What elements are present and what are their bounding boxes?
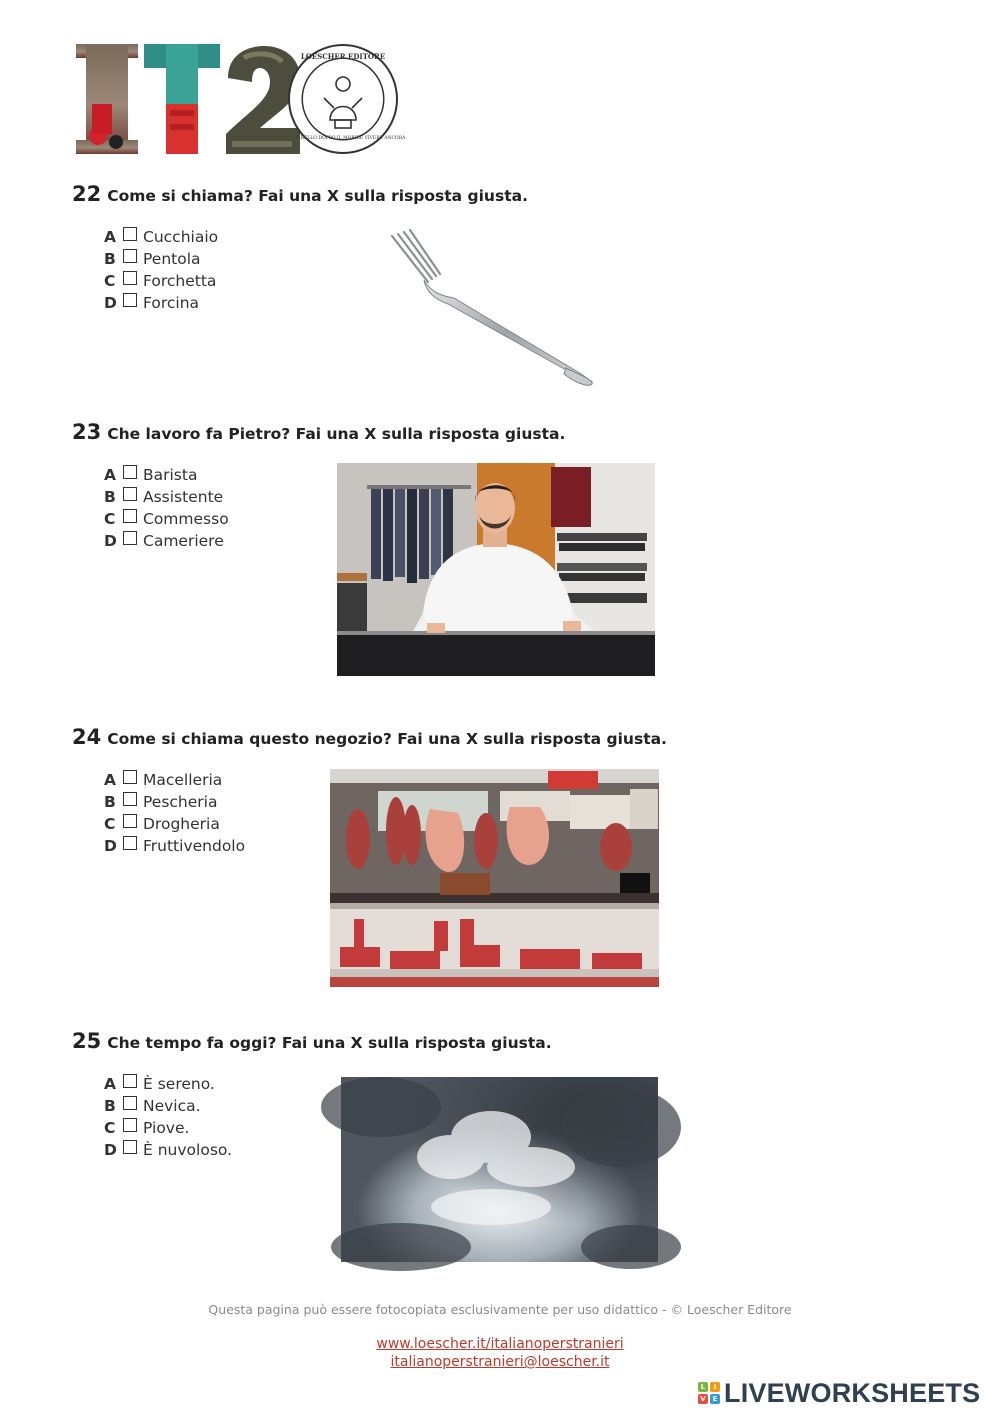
answer-option-b[interactable] (104, 486, 229, 508)
answer-checkbox[interactable] (123, 249, 137, 263)
question-prompt: Come si chiama? Fai una X sulla risposta giusta. (107, 187, 528, 205)
badge-letter: E (710, 1394, 720, 1404)
answer-option-b[interactable] (104, 791, 245, 813)
option-letter: C (104, 272, 116, 290)
answer-checkbox[interactable] (123, 770, 137, 784)
option-label: È nuvoloso. (143, 1141, 233, 1159)
option-letter: C (104, 510, 116, 528)
option-letter: A (104, 1075, 116, 1093)
answer-checkbox[interactable] (123, 1096, 137, 1110)
email-link[interactable]: italianoperstranieri@loescher.it (390, 1354, 610, 1370)
answer-checkbox[interactable] (123, 836, 137, 850)
option-letter: D (104, 532, 117, 550)
answer-option-b[interactable] (104, 248, 218, 270)
option-label: Commesso (143, 510, 229, 528)
seal-ring (302, 58, 384, 140)
answer-checkbox[interactable] (123, 814, 137, 828)
answer-option-d[interactable] (104, 530, 229, 552)
question-number: 22 (72, 182, 102, 206)
option-label: Pentola (143, 250, 201, 268)
seal-text-bottom: E BELLO DOPPO IL MORIRE VIVERE ANCORA (296, 136, 406, 141)
loescher-seal (288, 44, 406, 154)
answer-checkbox[interactable] (123, 487, 137, 501)
option-label: Forcina (143, 294, 200, 312)
option-label: Piove. (143, 1119, 190, 1137)
logo-letter-t (144, 44, 220, 154)
option-label: Cameriere (143, 532, 224, 550)
option-letter: D (104, 294, 117, 312)
question-22 (72, 182, 528, 312)
question-prompt: Che lavoro fa Pietro? Fai una X sulla risposta giusta. (107, 425, 566, 443)
badge-letter: V (698, 1394, 708, 1404)
answer-option-c[interactable] (104, 1117, 232, 1139)
question-title (72, 420, 565, 444)
liveworksheets-wordmark: LIVEWORKSHEETS (724, 1377, 981, 1408)
option-label: Cucchiaio (143, 228, 219, 246)
it2-logo (76, 40, 406, 160)
answer-checkbox[interactable] (123, 792, 137, 806)
question-25 (72, 1029, 552, 1159)
answer-option-c[interactable] (104, 270, 218, 292)
question-number: 25 (72, 1029, 102, 1053)
answer-option-c[interactable] (104, 813, 245, 835)
option-label: È sereno. (143, 1075, 215, 1093)
answer-checkbox[interactable] (123, 293, 137, 307)
badge-letter: I (710, 1382, 720, 1392)
seal-text-top: LOESCHER EDITORE (300, 52, 386, 61)
badge-letter: L (698, 1382, 708, 1392)
website-link[interactable]: www.loescher.it/italianoperstranieri (376, 1336, 624, 1352)
option-label: Drogheria (143, 815, 220, 833)
copyright-note: Questa pagina può essere fotocopiata esclusivamente per uso didattico - © Loescher Editore (208, 1302, 792, 1317)
answer-checkbox[interactable] (123, 531, 137, 545)
fork-image (368, 222, 608, 392)
option-letter: D (104, 1141, 117, 1159)
option-letter: C (104, 815, 116, 833)
option-letter: A (104, 228, 116, 246)
answer-option-a[interactable] (104, 464, 229, 486)
liveworksheets-icon (698, 1382, 720, 1404)
question-prompt: Che tempo fa oggi? Fai una X sulla risposta giusta. (107, 1034, 552, 1052)
question-23 (72, 420, 566, 550)
liveworksheets-brand[interactable] (698, 1377, 980, 1409)
question-title (72, 182, 528, 206)
answer-options (104, 1073, 232, 1161)
question-number: 24 (72, 725, 102, 749)
answer-option-c[interactable] (104, 508, 229, 530)
question-number: 23 (72, 420, 102, 444)
cloudy-sky-image (341, 1077, 658, 1262)
answer-checkbox[interactable] (123, 1140, 137, 1154)
shop-assistant-image (337, 463, 655, 676)
option-label: Fruttivendolo (143, 837, 246, 855)
question-title (72, 1029, 552, 1053)
answer-checkbox[interactable] (123, 271, 137, 285)
answer-options (104, 464, 229, 552)
option-letter: B (104, 250, 116, 268)
question-prompt: Come si chiama questo negozio? Fai una X sulla risposta giusta. (107, 730, 667, 748)
answer-option-a[interactable] (104, 769, 245, 791)
option-label: Forchetta (143, 272, 217, 290)
answer-checkbox[interactable] (123, 465, 137, 479)
butcher-shop-image (330, 769, 659, 987)
logo-letter-i (76, 44, 138, 154)
option-label: Nevica. (143, 1097, 201, 1115)
option-letter: A (104, 771, 116, 789)
option-letter: D (104, 837, 117, 855)
answer-options (104, 769, 245, 857)
option-label: Pescheria (143, 793, 218, 811)
option-letter: B (104, 488, 116, 506)
question-24 (72, 725, 667, 855)
answer-checkbox[interactable] (123, 1118, 137, 1132)
answer-option-a[interactable] (104, 1073, 232, 1095)
answer-checkbox[interactable] (123, 509, 137, 523)
option-letter: B (104, 793, 116, 811)
answer-options (104, 226, 218, 314)
answer-option-a[interactable] (104, 226, 218, 248)
answer-option-d[interactable] (104, 835, 245, 857)
option-letter: B (104, 1097, 116, 1115)
option-label: Assistente (143, 488, 224, 506)
option-letter: C (104, 1119, 116, 1137)
answer-option-d[interactable] (104, 292, 218, 314)
answer-checkbox[interactable] (123, 1074, 137, 1088)
option-letter: A (104, 466, 116, 484)
question-title (72, 725, 667, 749)
answer-option-d[interactable] (104, 1139, 232, 1161)
answer-checkbox[interactable] (123, 227, 137, 241)
option-label: Macelleria (143, 771, 223, 789)
answer-option-b[interactable] (104, 1095, 232, 1117)
option-label: Barista (143, 466, 198, 484)
